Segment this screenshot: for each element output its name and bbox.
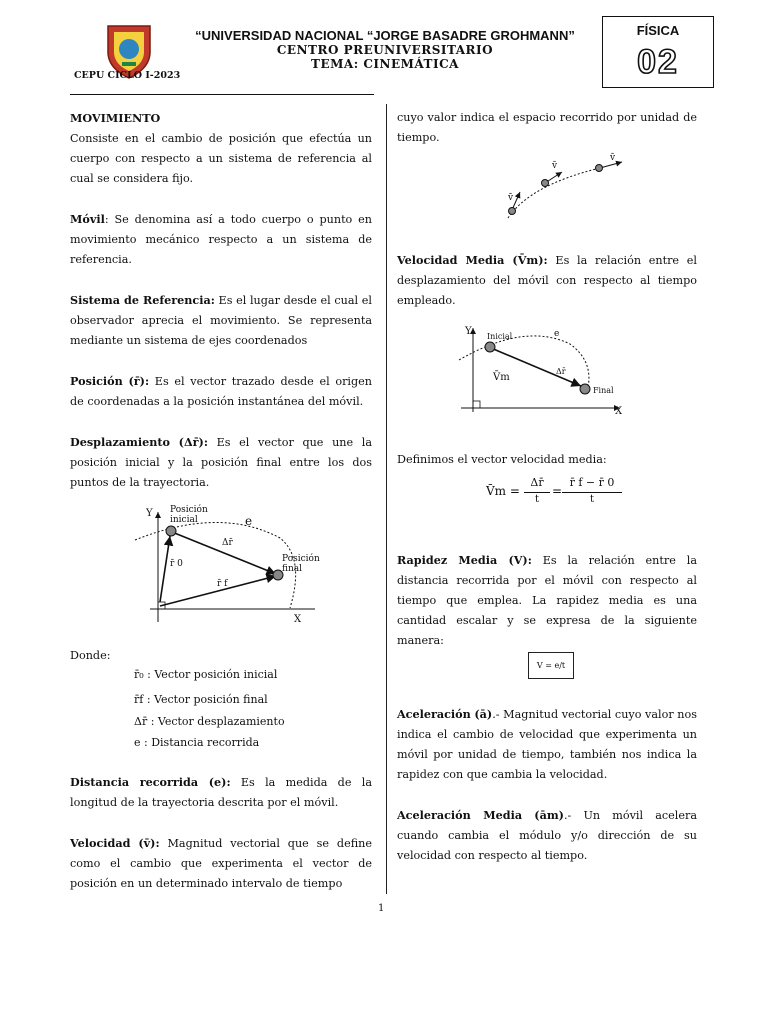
- distancia-paragraph: [70, 772, 372, 813]
- aceleracion-block: [397, 704, 697, 866]
- aceleracion-text: .- Magnitud vectorial cuyo valor nos indica el cambio de velocidad que experimenta un móvil por unidad de tiempo, también nos indica la rapidez con que cambia la velocidad.: [397, 708, 697, 781]
- velocidad-media-block: [397, 250, 697, 311]
- lesson-number: 02: [637, 43, 679, 81]
- formula-lhs: V̄m =: [486, 484, 520, 498]
- fig1-x-label: X: [294, 614, 302, 625]
- vm-paragraph: [397, 250, 697, 311]
- left-column-bottom: [70, 772, 372, 894]
- donde-block: [70, 646, 372, 666]
- fig1-e-label: e: [245, 514, 253, 528]
- aceleracion-term: Aceleración: [397, 707, 471, 721]
- final-point-2: [580, 384, 590, 394]
- legend-sym-3: e: [134, 736, 141, 749]
- legend-text-2: : Vector desplazamiento: [150, 715, 285, 728]
- average-velocity-diagram: [455, 322, 630, 417]
- posicion-text: Es el vector trazado desde el origen de coordenadas a la posición instantánea del móvil.: [70, 375, 372, 408]
- subject-box: [602, 16, 714, 88]
- vm-symbol: V̄m: [517, 253, 539, 267]
- initial-point: [166, 526, 176, 536]
- rapidez-term: Rapidez Media (V):: [397, 553, 532, 567]
- fig3-initial-label: Inicial: [487, 332, 513, 341]
- formula-eq: =: [552, 484, 563, 498]
- fig1-rf-label: r̄ f: [217, 579, 228, 589]
- movimiento-heading: MOVIMIENTO: [70, 111, 161, 125]
- legend-text-3: : Distancia recorrida: [144, 736, 260, 749]
- fig1-initial-label2: inicial: [170, 515, 198, 525]
- velocidad-text: Magnitud vectorial que se define como el cambio que experimenta el vector de posición en un determinado intervalo de tiempo: [70, 837, 373, 890]
- desplazamiento-text: Es el vector que une la posición inicial y la posición final entre los dos puntos de la trayectoria.: [70, 436, 373, 489]
- posicion-term: Posición: [70, 374, 123, 388]
- legend-item-0: [134, 668, 277, 681]
- velocidad-continuation: cuyo valor indica el espacio recorrido por unidad de tiempo.: [397, 111, 697, 144]
- initial-point-2: [485, 342, 495, 352]
- page-number: 1: [378, 903, 385, 914]
- aceleracion-media-paragraph: [397, 805, 697, 866]
- fig3-e-label: e: [554, 329, 560, 339]
- sistema-text: Es el lugar desde el cual el observador aprecia el movimiento. Se representa mediante un sistema de ejes coordenados: [70, 294, 372, 347]
- fig1-dr-label: Δr̄: [222, 538, 233, 548]
- legend-sym-1: r̄f :: [134, 693, 151, 706]
- legend-item-3: [134, 736, 259, 749]
- mobile-point-1: [509, 208, 516, 215]
- left-column: [70, 108, 372, 493]
- topic-title: TEMA: CINEMÁTICA: [311, 57, 459, 71]
- aceleracion-media-symbol: (ām): [534, 808, 564, 822]
- formula-den1: t: [534, 494, 540, 505]
- definimos-block: [397, 450, 697, 470]
- movil-term: Móvil: [70, 212, 105, 226]
- cycle-label: CEPU CICLO I-2023: [74, 70, 181, 81]
- legend-text-0: Vector posición inicial: [154, 668, 278, 681]
- formula-num2: r̄ f − r̄ 0: [569, 476, 615, 489]
- center-name: CENTRO PREUNIVERSITARIO: [276, 43, 494, 57]
- posicion-symbol: (r̄):: [128, 374, 150, 388]
- rapidez-formula: V = e/t: [528, 652, 574, 679]
- subject-label: FÍSICA: [636, 23, 680, 38]
- movil-text: : Se denomina así a todo cuerpo o punto en movimiento mecánico respecto a un sistema de referencia.: [70, 213, 372, 266]
- fig2-v3: v̄: [610, 153, 616, 163]
- right-column-top: [397, 108, 697, 148]
- column-divider: [386, 104, 387, 894]
- vm-close: ):: [538, 253, 548, 267]
- definimos-text: Definimos el vector velocidad media:: [397, 453, 607, 466]
- formula-num1: Δr̄: [530, 476, 544, 489]
- mobile-point-2: [542, 180, 549, 187]
- fig2-v2: v̄: [552, 161, 558, 171]
- sistema-term: Sistema de Referencia:: [70, 293, 215, 307]
- aceleracion-media-term: Aceleración Media: [397, 808, 523, 822]
- rapidez-paragraph: [397, 550, 697, 651]
- desplazamiento-paragraph: [70, 432, 372, 493]
- velocity-formula: [486, 474, 626, 514]
- header-rule: [70, 94, 374, 95]
- university-name: “UNIVERSIDAD NACIONAL “JORGE BASADRE GROHMANN”: [195, 28, 575, 43]
- distancia-term: Distancia recorrida (e):: [70, 775, 231, 789]
- donde-label: Donde:: [70, 649, 111, 662]
- trajectory-curve: [135, 522, 296, 608]
- velocity-tangent-diagram: [490, 150, 640, 225]
- fig3-y-label: Y: [465, 326, 472, 337]
- legend-sym-2: Δr̄: [134, 715, 148, 728]
- distancia-text: Es la medida de la longitud de la trayectoria descrita por el móvil.: [70, 776, 372, 809]
- fig2-v1: v̄: [508, 193, 514, 203]
- legend-item-1: [134, 693, 268, 706]
- aceleracion-symbol: (ā): [474, 707, 493, 721]
- fig3-vm-label: V̄m: [493, 372, 510, 383]
- desplazamiento-symbol: (Δr̄):: [178, 435, 208, 449]
- fig1-initial-label: Posición: [170, 505, 208, 515]
- rapidez-block: [397, 550, 697, 651]
- rapidez-text: Es la relación entre la distancia recorrida por el móvil con respecto al tiempo que emplea. La rapidez media es una cantidad escalar y se expresa de la siguiente manera:: [397, 554, 697, 647]
- formula-den2: t: [589, 494, 595, 505]
- posicion-paragraph: [70, 371, 372, 412]
- fig1-y-label: Y: [146, 508, 153, 519]
- legend-text-1: Vector posición final: [154, 693, 268, 706]
- vm-term: Velocidad Media (: [397, 253, 518, 267]
- r0-vector: [160, 536, 170, 602]
- fig1-final-label2: final: [282, 564, 303, 574]
- fig3-final-label: Final: [593, 386, 614, 395]
- aceleracion-paragraph: [397, 704, 697, 785]
- fig1-final-label: Posición: [282, 554, 320, 564]
- velocidad-term: Velocidad: [70, 836, 131, 850]
- mobile-point-3: [596, 165, 603, 172]
- fig1-r0-label: r̄ 0: [170, 559, 183, 569]
- fig3-dr-label: Δr̄: [556, 367, 566, 376]
- movimiento-text: Consiste en el cambio de posición que efectúa un cuerpo con respecto a un sistema de referencia al cual se considera fijo.: [70, 132, 372, 185]
- displacement-diagram: [130, 498, 330, 628]
- sistema-paragraph: [70, 290, 372, 351]
- velocidad-paragraph: [70, 833, 372, 894]
- aceleracion-media-text: .- Un móvil acelera cuando cambia el módulo y/o dirección de su velocidad con respecto al tiempo.: [397, 809, 698, 862]
- movil-paragraph: [70, 209, 372, 270]
- fig3-x-label: X: [615, 406, 623, 417]
- desplazamiento-term: Desplazamiento: [70, 435, 171, 449]
- vm-text: Es la relación entre el desplazamiento del móvil con respecto al tiempo empleado.: [397, 254, 697, 307]
- velocidad-symbol: (v̄):: [138, 836, 160, 850]
- legend-sym-0: r̄₀ :: [134, 668, 151, 681]
- legend-item-2: [134, 715, 285, 728]
